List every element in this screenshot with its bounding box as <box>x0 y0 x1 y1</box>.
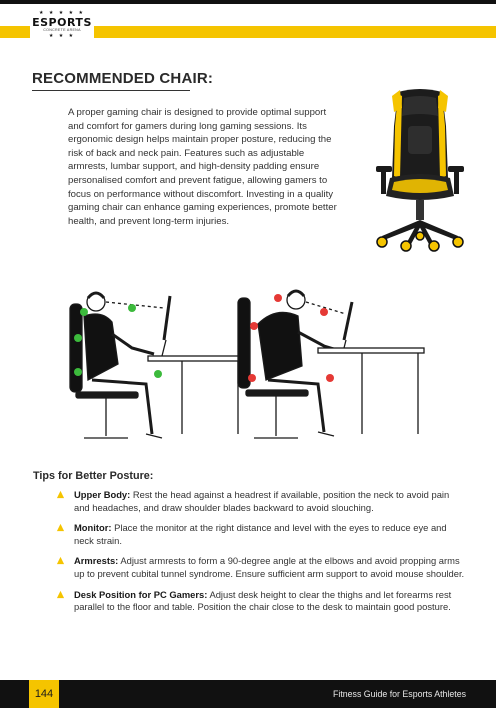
footer-text: Fitness Guide for Esports Athletes <box>333 689 466 699</box>
tip-term: Monitor: <box>74 522 112 534</box>
tip-term: Desk Position for PC Gamers: <box>74 588 208 600</box>
triangle-bullet-icon <box>56 490 65 499</box>
good-posture-figure <box>70 293 248 438</box>
bad-posture-figure <box>238 291 424 438</box>
intro-paragraph: A proper gaming chair is designed to provide optimal support and comfort for gamers during long gaming sessions. Its ergonomic design helps maintain proper posture, reducing the risk of back and neck pain. Features such as adjustable armrests, lumbar support, and high-density padding ensure personalised comfort and prevent fatigue, allowing gamers to focus on performance without discomfort. Investing in a quality gaming chair can enhance gaming experiences, promote better health, and prevent long-term injuries. <box>68 107 337 227</box>
gaming-chair-illustration <box>368 86 472 252</box>
tip-text: Place the monitor at the right distance and level with the eyes to reduce eye and neck strain. <box>74 522 447 546</box>
posture-comparison-illustration <box>62 284 430 446</box>
triangle-bullet-icon <box>56 523 65 532</box>
page-number: 144 <box>29 680 59 708</box>
tip-term: Armrests: <box>74 555 119 567</box>
logo-stars-top: ★ ★ ★ ★ ★ <box>39 10 85 16</box>
triangle-bullet-icon <box>56 590 65 599</box>
title-underline <box>32 90 190 91</box>
list-item <box>56 522 466 547</box>
list-item <box>56 555 466 580</box>
tips-title: Tips for Better Posture: <box>33 470 154 482</box>
header-black-strip <box>0 0 496 4</box>
tips-list <box>56 489 466 622</box>
logo-subtitle: CONCRETE ARENA <box>43 28 81 32</box>
tip-text: Adjust desk height to clear the thighs and let forearms rest parallel to the floor and table. Position the chair close to the desk to maintain good posture. <box>74 588 452 613</box>
section-title: RECOMMENDED CHAIR: <box>32 70 214 87</box>
logo-name: ESPORTS <box>32 16 92 29</box>
tip-text: Adjust armrests to form a 90-degree angle at the elbows and avoid propping arms up to prevent cubital tunnel syndrome. Ensure sufficient arm support to avoid mouse shoulder. <box>74 555 465 579</box>
tip-text: Rest the head against a headrest if available, position the neck to avoid pain and headaches, and draw shoulder blades backward to avoid slouching. <box>74 489 450 513</box>
triangle-bullet-icon <box>56 556 65 565</box>
list-item <box>56 589 466 614</box>
tip-term: Upper Body: <box>74 489 131 500</box>
list-item <box>56 489 466 514</box>
esports-logo <box>30 10 94 50</box>
logo-stars-bottom: ★ ★ ★ <box>48 33 76 39</box>
